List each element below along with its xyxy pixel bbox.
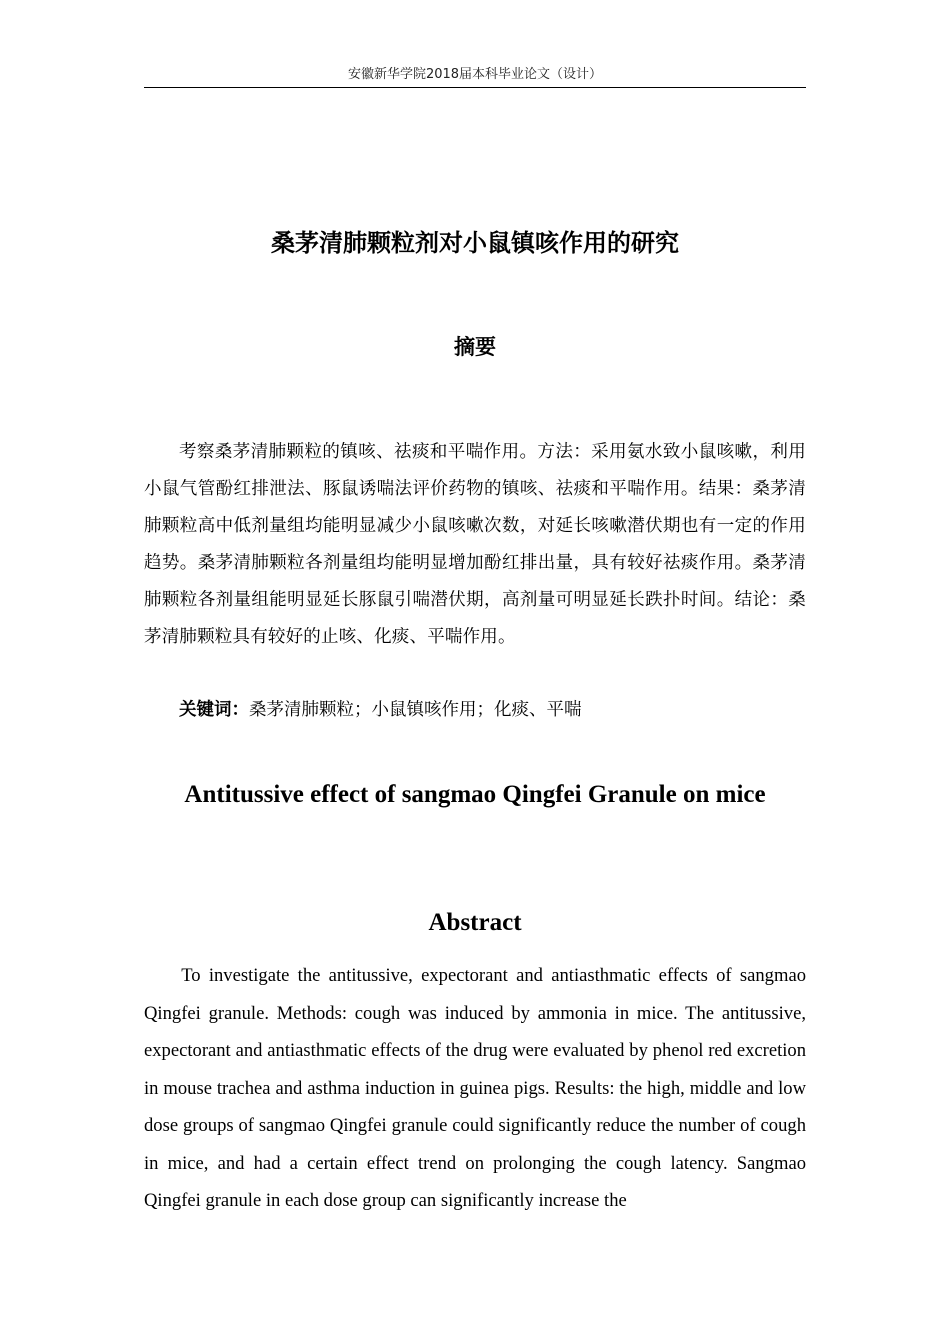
chinese-keywords <box>144 692 806 729</box>
chinese-title: 桑茅清肺颗粒剂对小鼠镇咳作用的研究 <box>271 229 679 257</box>
header-rule <box>144 87 806 88</box>
keywords-label: 关键词： <box>179 700 249 720</box>
chinese-abstract-heading: 摘要 <box>454 335 496 359</box>
chinese-abstract-body: 考察桑茅清肺颗粒的镇咳、祛痰和平喘作用。方法：采用氨水致小鼠咳嗽，利用小鼠气管酚红排泄法、豚鼠诱喘法评价药物的镇咳、祛痰和平喘作用。结果：桑茅清肺颗粒高中低剂量组均能明显减少小鼠咳嗽次数，对延长咳嗽潜伏期也有一定的作用趋势。桑茅清肺颗粒各剂量组均能明显增加酚红排出量，具有较好祛痰作用。桑茅清肺颗粒各剂量组能明显延长豚鼠引喘潜伏期，高剂量可明显延长跌扑时间。结论：桑茅清肺颗粒具有较好的止咳、化痰、平喘作用。 <box>144 442 806 647</box>
keywords-text: 桑茅清肺颗粒；小鼠镇咳作用；化痰、平喘 <box>249 700 582 720</box>
english-abstract-body: To investigate the antitussive, expectorant and antiasthmatic effects of sangmao Qingfei granule. Methods: cough was induced by ammonia in mice. The antitussive, expectorant and antiasthmatic effects of the drug were evaluated by phenol red excretion in mouse trachea and asthma induction in guinea pigs. Results: the high, middle and low dose groups of sangmao Qingfei granule could significantly reduce the number of cough in mice, and had a certain effect trend on prolonging the cough latency. Sangmao Qingfei granule in each dose group can significantly increase the <box>144 965 806 1211</box>
page-header: 安徽新华学院2018届本科毕业论文（设计） <box>347 67 603 82</box>
english-title: Antitussive effect of sangmao Qingfei Granule on mice <box>184 781 766 808</box>
english-abstract-heading: Abstract <box>428 909 522 936</box>
